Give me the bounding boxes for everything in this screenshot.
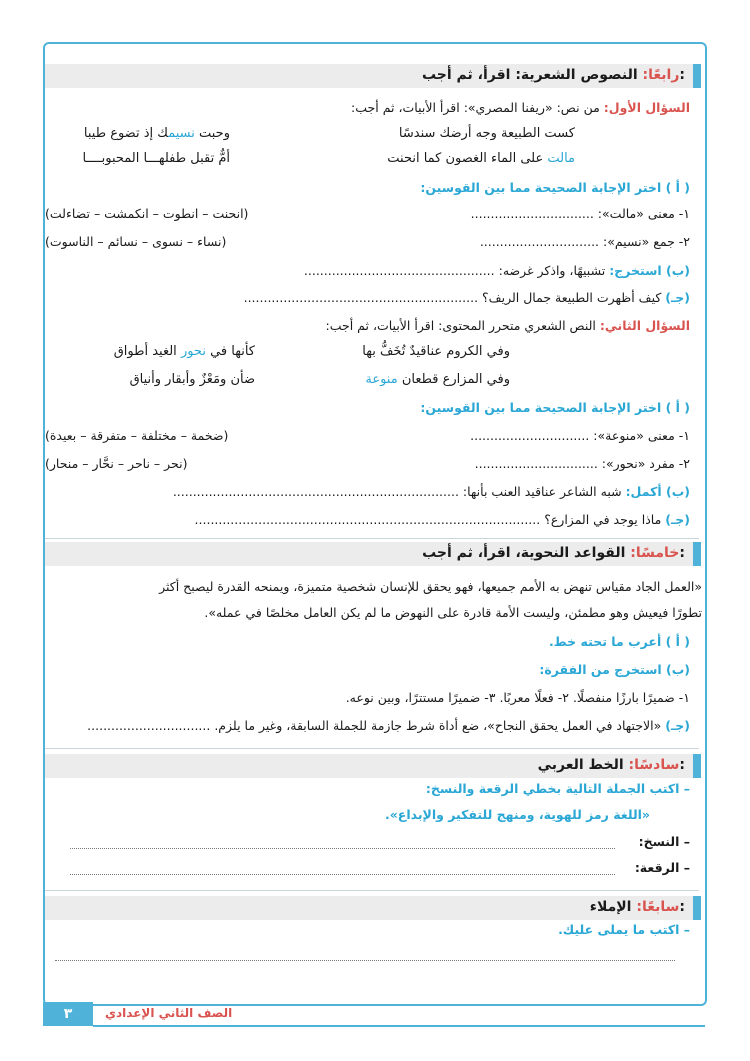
q2-verse2-b: ضأن ومَعْزٌ وأبقار وأنياق bbox=[129, 372, 255, 387]
header-accent bbox=[693, 754, 701, 778]
ruqaa-answer-line[interactable] bbox=[70, 874, 615, 875]
section4-header bbox=[45, 64, 699, 88]
grammar-part-c[interactable]: (جـ) «الاجتهاد في العمل يحقق النجاح»، ضع أداة شرط جازمة للجملة السابقة، وغير ما يلزم. ............................... bbox=[87, 718, 690, 733]
calligraphy-instruction: – اكتب الجملة التالية بخطي الرقعة والنسخ: bbox=[425, 781, 690, 796]
q2-part-c[interactable]: (جـ) ماذا يوجد في المزارع؟ ....................................................................................... bbox=[194, 512, 690, 527]
q1-verse2-a: مالت على الماء الغصون كما انحنت bbox=[387, 151, 575, 166]
naskh-label: – النسخ: bbox=[638, 834, 690, 849]
q2-item2-choices: (نحر – ناحر – نحَّار – منحار) bbox=[45, 456, 188, 471]
q1-choose-label: ( أ ) اختر الإجابة الصحيحة مما بين القوسين: bbox=[420, 180, 690, 195]
dictation-answer-line[interactable] bbox=[55, 960, 675, 961]
section6-title: سادسًا: الخط العربي: bbox=[537, 757, 685, 773]
grammar-paragraph-line1: «العمل الجاد مقياس تنهض به الأمم جميعها، فهو يحقق للإنسان شخصية متميزة، ويمنحه القدرة ليصبح أكثر bbox=[159, 579, 702, 594]
q1-item2-choices: (نساء – نسوى – نسائم – الناسوت) bbox=[45, 234, 227, 249]
q1-item1-choices: (انحنت – انطوت – انكمشت – تضاءلت) bbox=[45, 206, 249, 221]
q2-item1[interactable]: ١- معنى «منوعة»: .............................. bbox=[470, 428, 690, 443]
header-accent bbox=[693, 542, 701, 566]
page-number: ٣ bbox=[43, 1002, 93, 1026]
header-accent bbox=[693, 64, 701, 88]
q1-part-c[interactable]: (جـ) كيف أظهرت الطبيعة جمال الريف؟ ........................................................... bbox=[243, 290, 690, 305]
divider bbox=[45, 748, 699, 749]
dictation-instruction: – اكتب ما يملى عليك. bbox=[558, 922, 690, 937]
header-accent bbox=[693, 896, 701, 920]
q2-intro: السؤال الثاني: النص الشعري متحرر المحتوى: اقرأ الأبيات، ثم أجب: bbox=[325, 318, 690, 333]
q2-choose-label: ( أ ) اختر الإجابة الصحيحة مما بين القوسين: bbox=[420, 400, 690, 415]
naskh-answer-line[interactable] bbox=[70, 848, 615, 849]
section4-title: رابعًا: النصوص الشعرية: اقرأ، ثم أجب: bbox=[421, 67, 685, 83]
divider bbox=[45, 890, 699, 891]
section5-title: خامسًا: القواعد النحوية، اقرأ، ثم أجب: bbox=[422, 545, 685, 561]
q1-verse1-a: كست الطبيعة وجه أرضك سندسًا bbox=[398, 126, 575, 141]
q2-item1-choices: (ضخمة – مختلفة – متفرقة – بعيدة) bbox=[45, 428, 229, 443]
ruqaa-label: – الرقعة: bbox=[634, 860, 690, 875]
q2-part-b[interactable]: (ب) أكمل: شبه الشاعر عناقيد العنب بأنها: ........................................................................ bbox=[172, 484, 690, 499]
q1-intro: السؤال الأول: من نص: «ريفنا المصري»: اقرأ الأبيات، ثم أجب: bbox=[351, 100, 690, 115]
section5-header bbox=[45, 542, 699, 566]
q2-verse2-a: وفي المزارع قطعان منوعة bbox=[365, 372, 510, 387]
section7-header bbox=[45, 896, 699, 920]
section7-title: سابعًا: الإملاء: bbox=[589, 899, 685, 915]
grammar-paragraph-line2: تطورًا فيعيش وهو مطمئن، وليست الأمة قادرة على النهوض ما لم يكن العامل مخلصًا في عمله». bbox=[204, 605, 702, 620]
section6-header bbox=[45, 754, 699, 778]
q2-verse1-b: كأنها في نحور الغيد أطواق bbox=[113, 344, 255, 359]
q2-verse1-a: وفي الكروم عناقيدٌ تُخَفُّ بها bbox=[362, 344, 510, 359]
grade-label: الصف الثاني الإعدادي bbox=[105, 1006, 233, 1020]
footer-line bbox=[93, 1025, 705, 1027]
q1-item1[interactable]: ١- معنى «مالت»: ............................... bbox=[470, 206, 690, 221]
q1-part-b[interactable]: (ب) استخرج: تشبيهًا، واذكر غرضه: ................................................ bbox=[303, 263, 690, 278]
grammar-part-b: (ب) استخرج من الفقرة: bbox=[539, 662, 690, 677]
calligraphy-sentence: «اللغة رمز للهوية، ومنهج للتفكير والإبداع». bbox=[384, 807, 650, 822]
grammar-items[interactable]: ١- ضميرًا بارزًا منفصلًا. ٢- فعلًا معربًا. ٣- ضميرًا مستترًا، وبين نوعه. bbox=[345, 690, 690, 705]
q1-verse2-b: أمٌّ تقبل طفلهـــا المحبوبــــا bbox=[82, 151, 230, 166]
q1-verse1-b: وحبت نسيمك إذ تضوع طيبا bbox=[83, 126, 230, 141]
q2-item2[interactable]: ٢- مفرد «نحور»: ............................... bbox=[474, 456, 690, 471]
divider bbox=[45, 538, 699, 539]
grammar-part-a: ( أ ) أعرب ما تحته خط. bbox=[549, 634, 690, 649]
q1-item2[interactable]: ٢- جمع «نسيم»: .............................. bbox=[479, 234, 690, 249]
